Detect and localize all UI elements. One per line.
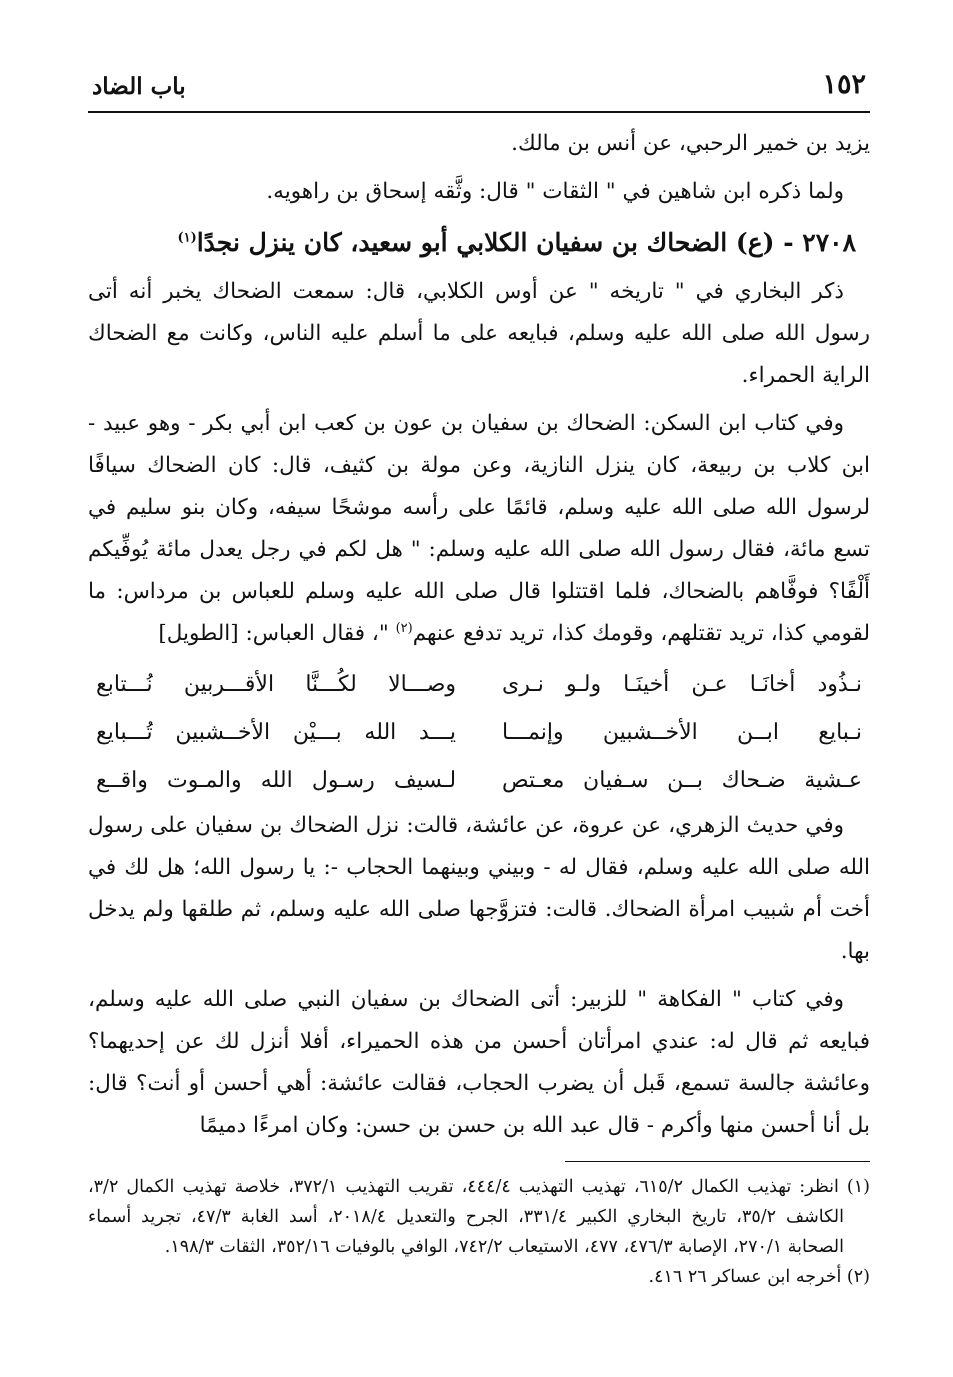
verse-first-hemistich: عـشية ضـحاك بــن سـفيان معـتص	[501, 768, 862, 793]
running-header	[88, 55, 870, 113]
footnote-1: (١) انظر: تهذيب الكمال ٦١٥/٢، تهذيب التهذيب ٤٤٤/٤، تقريب التهذيب ٣٧٢/١، خلاصة تهذيب الكمال ٣/٢، الكاشف ٣٥/٢، تاريخ البخاري الكبير ٣٣١/٤، الجرح والتعديل ٢٠١٨/٤، أسد الغابة ٤٧/٣، تجريد أسماء الصحابة ٢٧٠/١، الإصابة ٤٧٦/٣، ٤٧٧، الاستيعاب ٧٤٢/٢، الوافي بالوفيات ٣٥٢/١٦، الثقات ١٩٨/٣.	[88, 1177, 870, 1257]
paragraph-ibn-sakan-end: "، فقال العباس: [الطويل]	[158, 621, 396, 646]
paragraph-zuhri: وفي حديث الزهري، عن عروة، عن عائشة، قالت: نزل الضحاك بن سفيان على رسول الله صلى الله عليه وسلم، فقال له - وبيني وبينهما الحجاب -: يا رسول الله؛ هل لك في أخت أم شبيب امرأة الضحاك. قالت: فتزوَّجها صلى الله عليه وسلم، ثم طلقها ولم يدخل بها.	[88, 813, 870, 964]
paragraph-ibn-sakan	[88, 403, 870, 655]
poem	[88, 661, 870, 805]
verse-first-hemistich: نـذُود أخانَـا عـن أخينَـا ولـو نـرى	[501, 672, 862, 697]
verse-second-hemistich: يـــد الله بـــيْن الأخــشبين تُـــبايع	[96, 720, 457, 745]
chapter-title: باب الضاد	[92, 73, 186, 100]
verse-line	[88, 661, 870, 709]
page-number: ١٥٢	[822, 69, 866, 100]
footnote-2: (٢) أخرجه ابن عساكر ٢٦ ٤١٦.	[648, 1267, 870, 1287]
book-page	[88, 55, 870, 1345]
entry-heading-text: ٢٧٠٨ - (ع) الضحاك بن سفيان الكلابي أبو سعيد، كان ينزل نجدًا	[196, 228, 856, 257]
footnotes	[88, 1172, 870, 1292]
verse-first-hemistich: نـبايع ابــن الأخــشبين وإنمـــا	[501, 720, 862, 745]
entry-heading	[88, 219, 870, 267]
paragraph-intro: يزيد بن خمير الرحبي، عن أنس بن مالك.	[511, 131, 870, 156]
verse-line	[88, 757, 870, 805]
verse-second-hemistich: وصـــالا لكُـــنَّا الأقـــربين نُـــتابع	[96, 672, 457, 697]
footnote-ref-1[interactable]: (١)	[177, 230, 197, 246]
verse-line	[88, 709, 870, 757]
paragraph-ibn-sakan-text: وفي كتاب ابن السكن: الضحاك بن سفيان بن عون بن كعب ابن أبي بكر - وهو عبيد - ابن كلاب بن ربيعة، كان ينزل النازية، وعن مولة بن كثيف، قال: كان الضحاك سيافًا لرسول الله صلى الله عليه وسلم، قائمًا على رأسه موشحًا سيفه، وكان بنو سليم في تسع مائة، فقال رسول الله صلى الله عليه وسلم: " هل لكم في رجل يعدل مائة يُوفِّيكم أَلْفًا؟ فوفَّاهم بالضحاك، فلما اقتتلوا قال صلى الله عليه وسلم للعباس بن مرداس: ما لقومي كذا، تريد تقتلهم، وقومك كذا، تريد تدفع عنهم	[88, 411, 870, 646]
footnote-ref-2[interactable]: (٢)	[395, 620, 413, 636]
footnote-divider	[565, 1161, 870, 1162]
paragraph-bukhari: ذكر البخاري في " تاريخه " عن أوس الكلابي، قال: سمعت الضحاك يخبر أنه أتى رسول الله صلى الله عليه وسلم، فبايعه على ما أسلم عليه الناس، وكانت مع الضحاك الراية الحمراء.	[88, 279, 870, 388]
verse-second-hemistich: لـسيف رسـول الله والمـوت واقــع	[96, 768, 457, 793]
paragraph-zubayr: وفي كتاب " الفكاهة " للزبير: أتى الضحاك بن سفيان النبي صلى الله عليه وسلم، فبايعه ثم قال له: عندي امرأتان أحسن من هذه الحميراء، أفلا أنزل لك عن إحديهما؟ وعائشة جالسة تسمع، قَبل أن يضرب الحجاب، فقالت عائشة: أهي أحسن أو أنت؟ قال: بل أنا أحسن منها وأكرم - قال عبد الله بن حسن بن حسن: وكان امرءًا دميمًا	[88, 987, 870, 1138]
main-text	[88, 123, 870, 1147]
paragraph-ibn-shahin: ولما ذكره ابن شاهين في " الثقات " قال: وثَّقه إسحاق بن راهويه.	[266, 179, 844, 204]
